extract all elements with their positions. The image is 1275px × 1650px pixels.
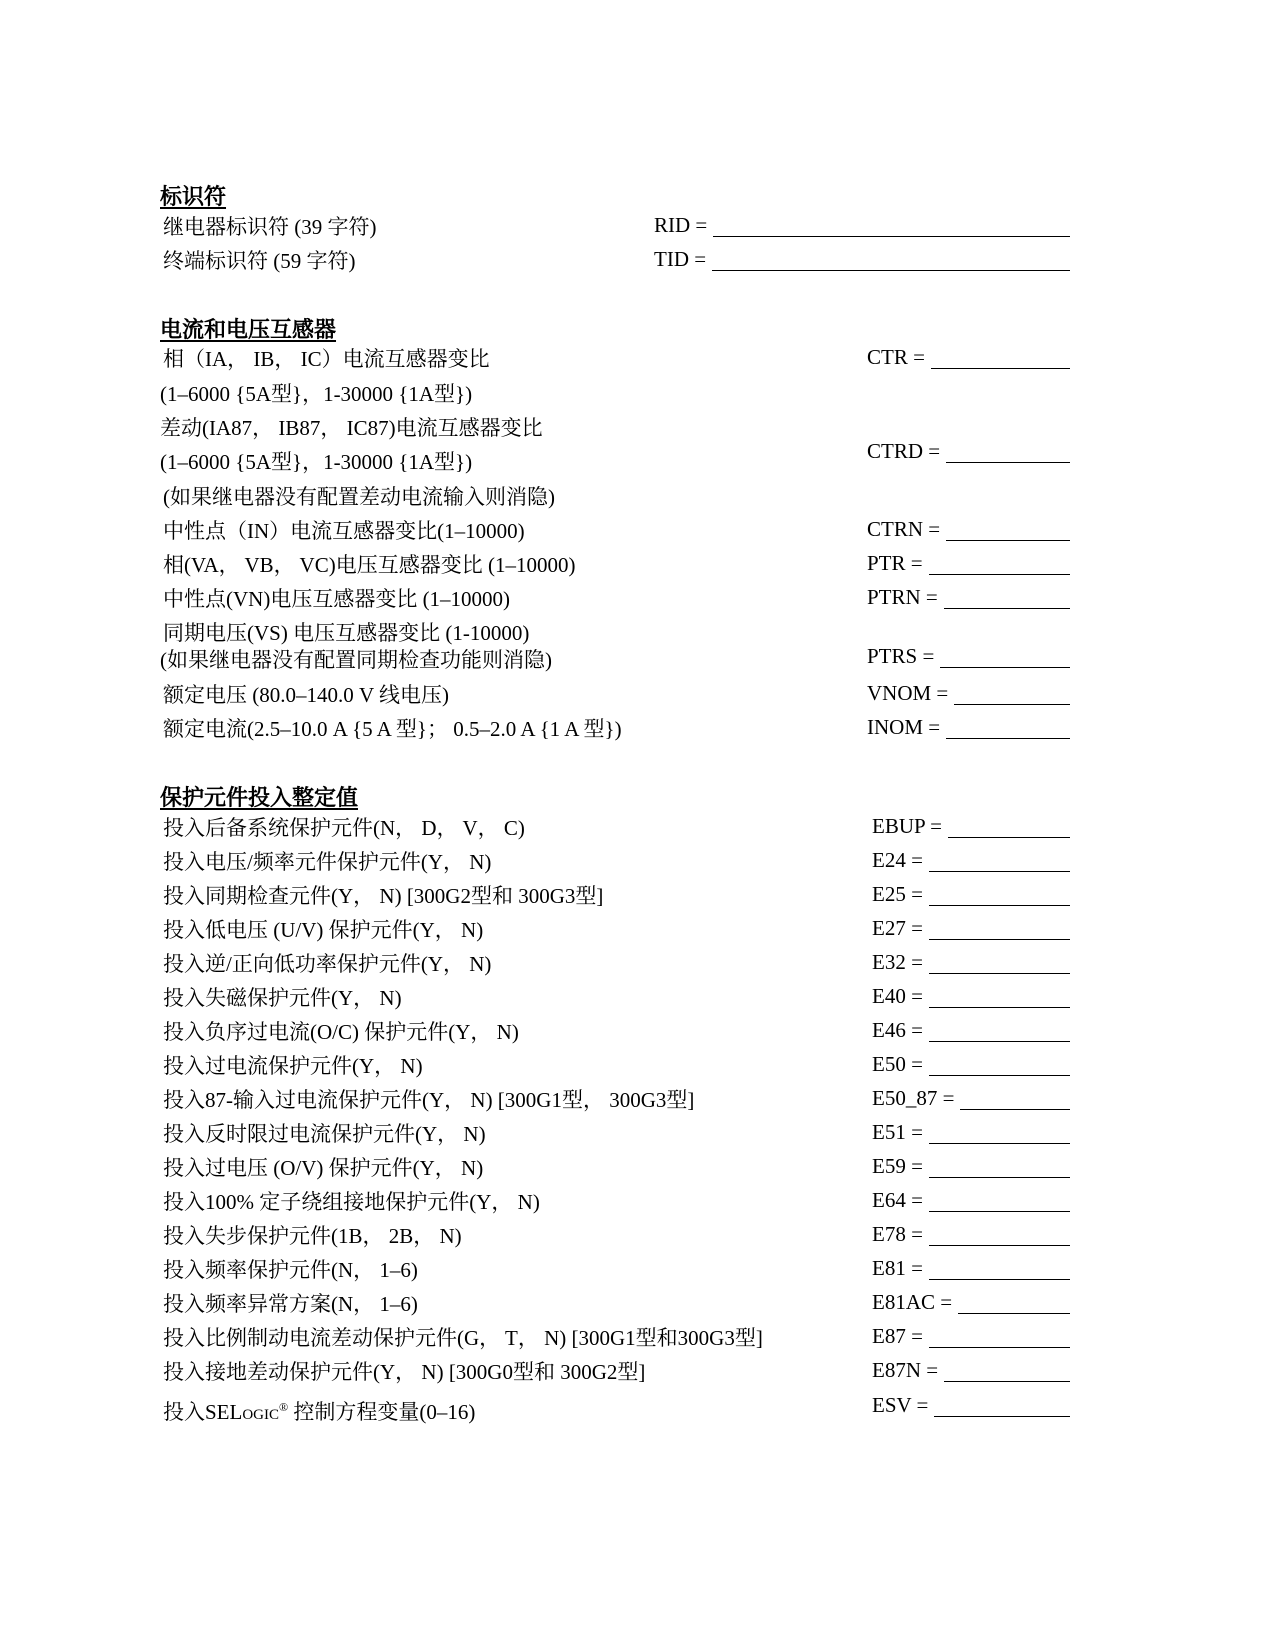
field-e24[interactable]: E24 =	[872, 848, 1070, 872]
label-diff-ct-note: (如果继电器没有配置差动电流输入则消隐)	[163, 485, 555, 509]
field-ptrs[interactable]: PTRS =	[867, 644, 1070, 668]
field-e32[interactable]: E32 =	[872, 950, 1070, 974]
label-neutral-ct: 中性点（IN）电流互感器变比(1–10000)	[163, 519, 525, 543]
field-e50[interactable]: E50 =	[872, 1052, 1070, 1076]
field-inom[interactable]: INOM =	[867, 715, 1070, 739]
field-ctr[interactable]: CTR =	[867, 345, 1070, 369]
blank-line[interactable]	[948, 819, 1070, 838]
blank-line[interactable]	[929, 1159, 1070, 1178]
blank-line[interactable]	[929, 1329, 1070, 1348]
blank-line[interactable]	[713, 218, 1070, 237]
label-protection-row: 投入失步保护元件(1B， 2B， N)	[163, 1224, 462, 1248]
label-neutral-pt: 中性点(VN)电压互感器变比 (1–10000)	[163, 587, 511, 611]
blank-line[interactable]	[946, 720, 1070, 739]
label-sync-pt-note: (如果继电器没有配置同期检查功能则消隐)	[160, 648, 552, 672]
blank-line[interactable]	[934, 1398, 1070, 1417]
label-protection-row: 投入频率异常方案(N， 1–6)	[163, 1292, 418, 1316]
field-ebup[interactable]: EBUP =	[872, 814, 1070, 838]
blank-line[interactable]	[929, 1227, 1070, 1246]
blank-line[interactable]	[929, 989, 1070, 1008]
label-protection-row: 投入后备系统保护元件(N， D， V， C)	[163, 816, 525, 840]
blank-line[interactable]	[931, 350, 1070, 369]
label-relay-id: 继电器标识符 (39 字符)	[163, 215, 377, 239]
blank-line[interactable]	[929, 1023, 1070, 1042]
label-protection-row: 投入过电压 (O/V) 保护元件(Y， N)	[163, 1156, 484, 1180]
label-terminal-id: 终端标识符 (59 字符)	[163, 249, 356, 273]
blank-line[interactable]	[929, 853, 1070, 872]
label-phase-pt: 相(VA， VB， VC)电压互感器变比 (1–10000)	[163, 553, 576, 577]
label-rated-voltage: 额定电压 (80.0–140.0 V 线电压)	[163, 683, 450, 707]
field-e87n[interactable]: E87N =	[872, 1358, 1070, 1382]
field-tid[interactable]: TID =	[654, 247, 1070, 271]
label-diff-ct: 差动(IA87， IB87， IC87)电流互感器变比	[160, 416, 543, 440]
field-e40[interactable]: E40 =	[872, 984, 1070, 1008]
field-e64[interactable]: E64 =	[872, 1188, 1070, 1212]
field-e81ac[interactable]: E81AC =	[872, 1290, 1070, 1314]
label-protection-row: 投入电压/频率元件保护元件(Y， N)	[163, 850, 492, 874]
blank-line[interactable]	[954, 686, 1070, 705]
field-ctrd[interactable]: CTRD =	[867, 439, 1070, 463]
blank-line[interactable]	[960, 1091, 1070, 1110]
label-protection-row: 投入100% 定子绕组接地保护元件(Y， N)	[163, 1190, 540, 1214]
section-heading-identifiers: 标识符	[160, 184, 227, 209]
blank-line[interactable]	[929, 1193, 1070, 1212]
blank-line[interactable]	[929, 1057, 1070, 1076]
label-protection-row: 投入失磁保护元件(Y， N)	[163, 986, 402, 1010]
field-ctrn[interactable]: CTRN =	[867, 517, 1070, 541]
field-e25[interactable]: E25 =	[872, 882, 1070, 906]
label-protection-row: 投入接地差动保护元件(Y， N) [300G0型和 300G2型]	[163, 1360, 646, 1384]
field-e78[interactable]: E78 =	[872, 1222, 1070, 1246]
field-e87[interactable]: E87 =	[872, 1324, 1070, 1348]
field-ptr[interactable]: PTR =	[867, 551, 1070, 575]
section-heading-protection: 保护元件投入整定值	[160, 785, 359, 810]
label-diff-ct-range: (1–6000 {5A型}，1-30000 {1A型})	[160, 450, 473, 474]
label-sync-pt: 同期电压(VS) 电压互感器变比 (1-10000)	[163, 621, 530, 645]
label-protection-row: 投入低电压 (U/V) 保护元件(Y， N)	[163, 918, 484, 942]
blank-line[interactable]	[940, 649, 1070, 668]
blank-line[interactable]	[944, 1363, 1070, 1382]
field-vnom[interactable]: VNOM =	[867, 681, 1070, 705]
blank-line[interactable]	[946, 522, 1070, 541]
blank-line[interactable]	[929, 1125, 1070, 1144]
field-esv[interactable]: ESV =	[872, 1393, 1070, 1417]
label-protection-row: 投入87-输入过电流保护元件(Y， N) [300G1型， 300G3型]	[163, 1088, 695, 1112]
field-ptrn[interactable]: PTRN =	[867, 585, 1070, 609]
blank-line[interactable]	[944, 590, 1070, 609]
blank-line[interactable]	[929, 887, 1070, 906]
section-heading-transformers: 电流和电压互感器	[160, 317, 337, 342]
label-protection-row: 投入逆/正向低功率保护元件(Y， N)	[163, 952, 492, 976]
label-protection-row: 投入频率保护元件(N， 1–6)	[163, 1258, 418, 1282]
blank-line[interactable]	[958, 1295, 1070, 1314]
field-e81[interactable]: E81 =	[872, 1256, 1070, 1280]
field-rid[interactable]: RID =	[654, 213, 1070, 237]
blank-line[interactable]	[929, 556, 1070, 575]
label-protection-row: 投入负序过电流(O/C) 保护元件(Y， N)	[163, 1020, 519, 1044]
field-e51[interactable]: E51 =	[872, 1120, 1070, 1144]
label-protection-row: 投入反时限过电流保护元件(Y， N)	[163, 1122, 486, 1146]
label-protection-row: 投入过电流保护元件(Y， N)	[163, 1054, 423, 1078]
label-phase-ct-range: (1–6000 {5A型}，1-30000 {1A型})	[160, 382, 473, 406]
label-protection-row: 投入比例制动电流差动保护元件(G， T， N) [300G1型和300G3型]	[163, 1326, 763, 1350]
label-protection-row: 投入同期检查元件(Y， N) [300G2型和 300G3型]	[163, 884, 604, 908]
label-selogic-row: 投入SELOGIC® 控制方程变量(0–16)	[163, 1400, 476, 1424]
blank-line[interactable]	[929, 955, 1070, 974]
label-phase-ct: 相（IA， IB， IC）电流互感器变比	[163, 347, 490, 371]
field-e46[interactable]: E46 =	[872, 1018, 1070, 1042]
blank-line[interactable]	[712, 252, 1070, 271]
label-rated-current: 额定电流(2.5–10.0 A {5 A 型}； 0.5–2.0 A {1 A 型})	[163, 717, 622, 741]
blank-line[interactable]	[946, 444, 1070, 463]
blank-line[interactable]	[929, 921, 1070, 940]
field-e59[interactable]: E59 =	[872, 1154, 1070, 1178]
field-e27[interactable]: E27 =	[872, 916, 1070, 940]
blank-line[interactable]	[929, 1261, 1070, 1280]
field-e50-87[interactable]: E50_87 =	[872, 1086, 1070, 1110]
